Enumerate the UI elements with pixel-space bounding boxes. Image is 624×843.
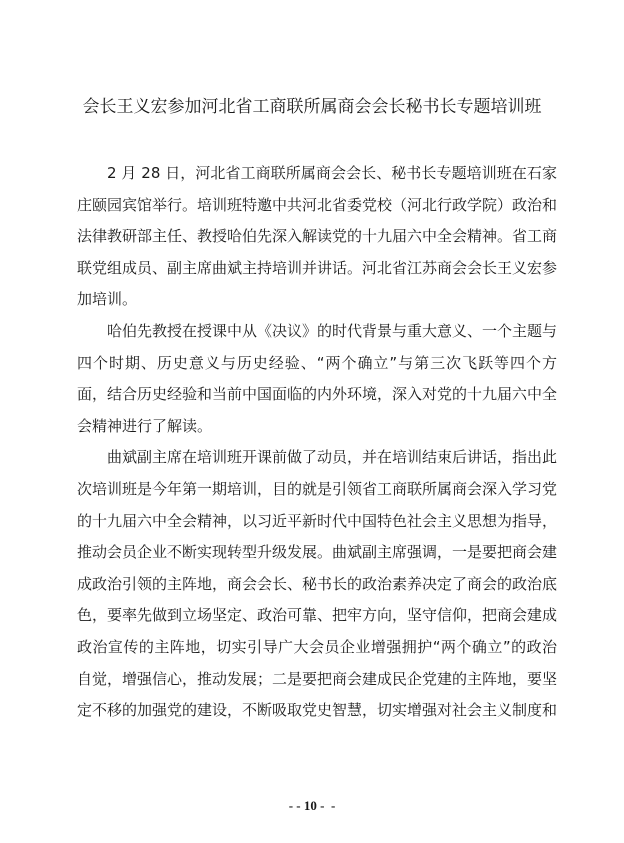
page-number: - - 10 - - xyxy=(288,798,336,813)
paragraph-2: 哈伯先教授在授课中从《决议》的时代背景与重大意义、一个主题与四个时期、历史意义与历史经验、“两个确立”与第三次飞跃等四个方面，结合历史经验和当前中国面临的内外环境，深入对党的十九届六中全会精神进行了解读。 xyxy=(77,321,558,435)
document-body xyxy=(77,158,557,727)
document-title: 会长王义宏参加河北省工商联所属商会会长秘书长专题培训班 xyxy=(82,97,542,117)
paragraph-3: 曲斌副主席在培训班开课前做了动员，并在培训结束后讲话，指出此次培训班是今年第一期培训，目的就是引领省工商联所属商会深入学习党的十九届六中全会精神，以习近平新时代中国特色社会主义思想为指导，推动会员企业不断实现转型升级发展。曲斌副主席强调，一是要把商会建成政治引领的主阵地，商会会长、秘书长的政治素养决定了商会的政治底色，要率先做到立场坚定、政治可靠、把牢方向，坚守信仰，把商会建成政治宣传的主阵地，切实引导广大会员企业增强拥护“两个确立”的政治自觉，增强信心，推动发展；二是要把商会建成民企党建的主阵地，要坚定不移的加强党的建设，不断吸取党史智慧，切实增强对社会主义制度和 xyxy=(77,448,558,720)
paragraph-1: 2 月 28 日，河北省工商联所属商会会长、秘书长专题培训班在石家庄颐园宾馆举行。培训班特邀中共河北省委党校（河北行政学院）政治和法律教研部主任、教授哈伯先深入解读党的十九届六中全会精神。省工商联党组成员、副主席曲斌主持培训并讲话。河北省江苏商会会长王义宏参加培训。 xyxy=(77,164,558,309)
